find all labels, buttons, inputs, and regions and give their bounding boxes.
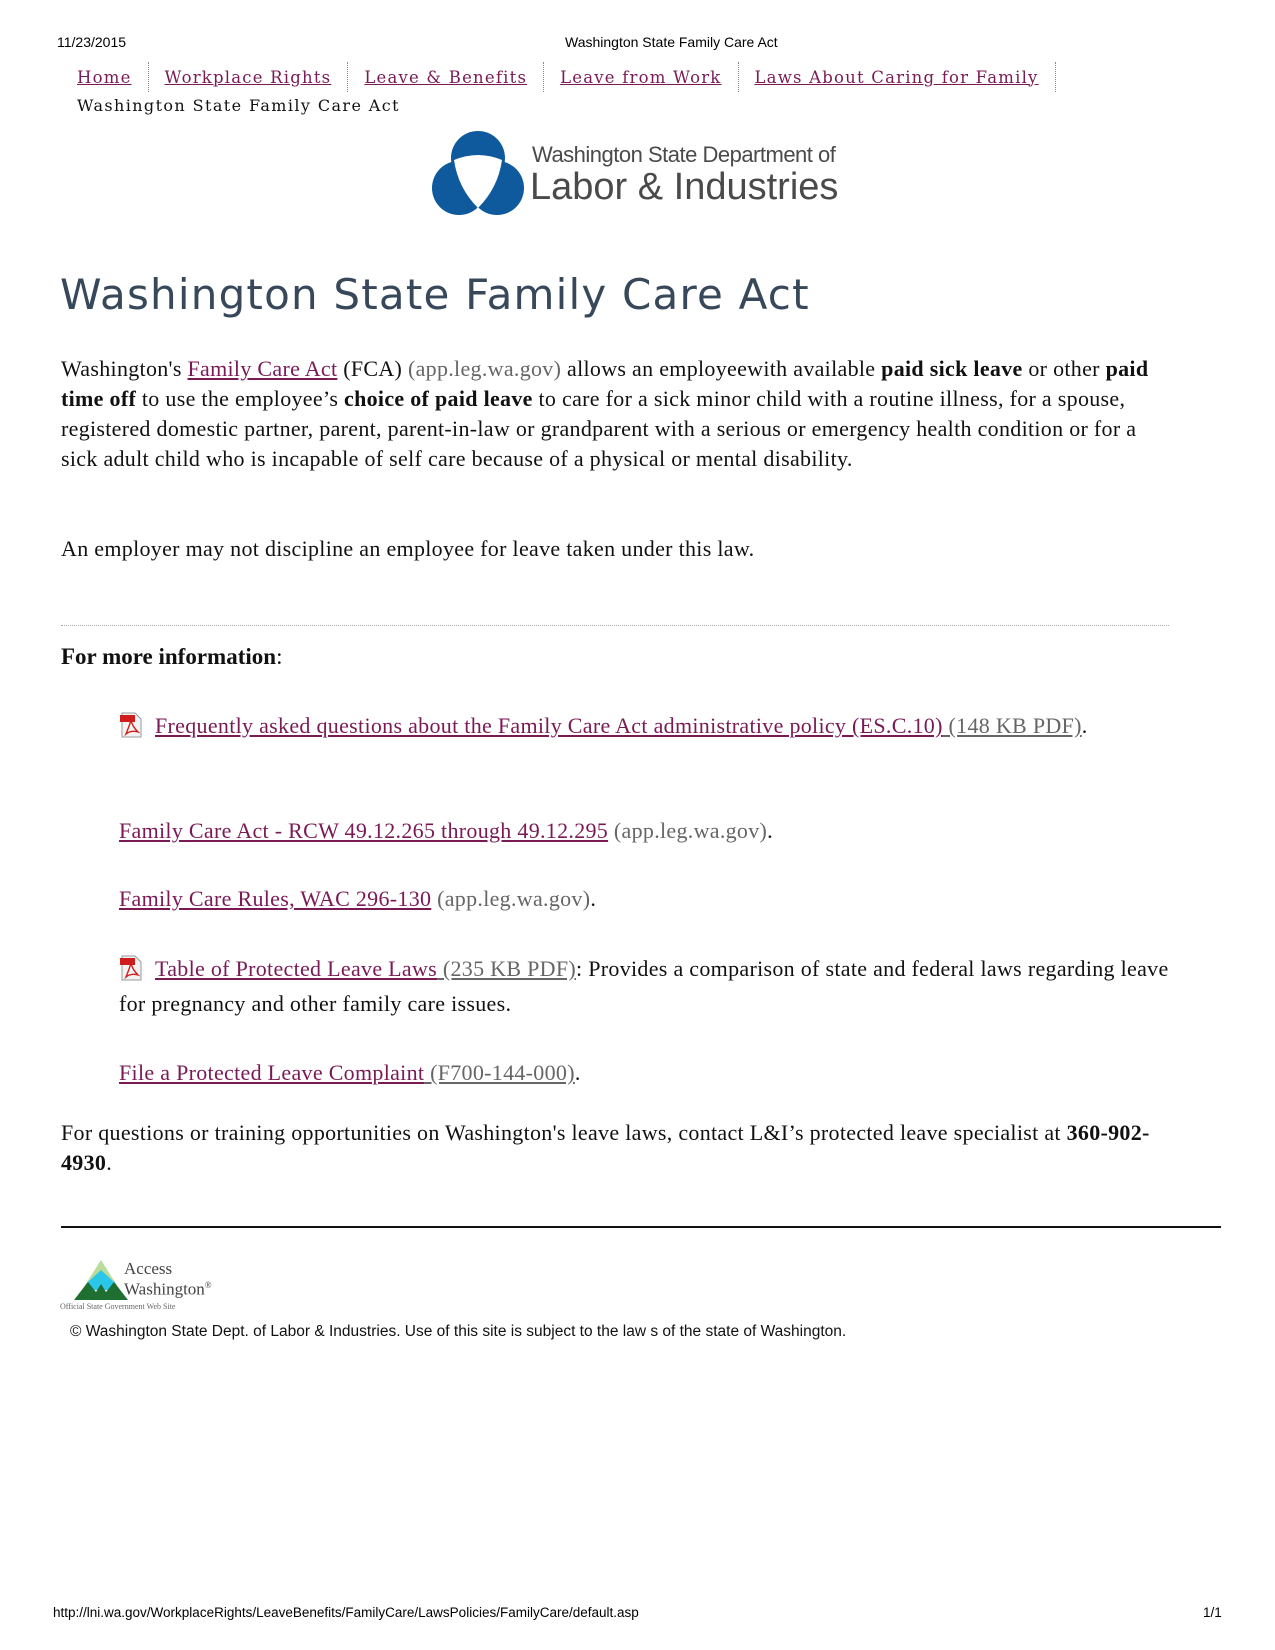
nav-leave-benefits[interactable]: Leave & Benefits bbox=[364, 67, 528, 87]
nav-divider bbox=[1055, 62, 1056, 92]
text: . bbox=[1081, 713, 1088, 738]
registered-mark: ® bbox=[204, 1280, 212, 1290]
text: : bbox=[276, 644, 283, 669]
list-item bbox=[119, 881, 1169, 916]
text: to use the employee’s bbox=[136, 386, 345, 411]
rcw-link[interactable]: Family Care Act - RCW 49.12.265 through 49.12.295 bbox=[119, 818, 609, 843]
text: For questions or training opportunities on Washington's leave laws, contact L&I’s protected leave specialist at bbox=[61, 1120, 1067, 1145]
access-washington-logo[interactable] bbox=[60, 1258, 290, 1318]
faq-pdf-link[interactable]: Frequently asked questions about the Family Care Act administrative policy (ES.C.10) bbox=[155, 713, 943, 738]
nav-divider bbox=[148, 62, 149, 92]
text: allows an employeewith available bbox=[561, 356, 882, 381]
wac-link[interactable]: Family Care Rules, WAC 296-130 bbox=[119, 886, 432, 911]
nav-divider bbox=[543, 62, 544, 92]
text: Washington's bbox=[61, 356, 188, 381]
logo-line1: Washington State Department of bbox=[532, 142, 836, 167]
dotted-divider bbox=[61, 625, 1169, 626]
intro-paragraph bbox=[61, 354, 1171, 474]
source-note: (app.leg.wa.gov) bbox=[608, 818, 768, 843]
bold-text: paid sick leave bbox=[881, 356, 1023, 381]
access-line2 bbox=[124, 1277, 212, 1298]
access-line1: Access bbox=[124, 1259, 173, 1278]
breadcrumb-current: Washington State Family Care Act bbox=[77, 96, 400, 115]
lni-logo[interactable] bbox=[432, 128, 842, 218]
nav-laws-caring-family[interactable]: Laws About Caring for Family bbox=[754, 67, 1039, 87]
phone-number: 360-902-4930 bbox=[61, 1120, 1150, 1175]
heading-text: For more information bbox=[61, 644, 277, 669]
text: . bbox=[574, 1060, 581, 1085]
text: : Provides a comparison of state and federal laws regarding leave for pregnancy and other family care issues. bbox=[119, 956, 1169, 1016]
text: . bbox=[590, 886, 597, 911]
text: . bbox=[106, 1150, 113, 1175]
lni-logo-mark-icon bbox=[432, 128, 524, 220]
contact-paragraph bbox=[61, 1118, 1171, 1178]
list-item bbox=[119, 951, 1169, 1021]
print-date: 11/23/2015 bbox=[57, 34, 127, 50]
access-tagline: Official State Government Web Site bbox=[60, 1302, 176, 1311]
copyright: © Washington State Dept. of Labor & Industries. Use of this site is subject to the law s of the state of Washington. bbox=[70, 1323, 847, 1340]
print-page-number: 1/1 bbox=[1203, 1605, 1222, 1620]
more-info-heading bbox=[61, 644, 282, 670]
bold-text: paid time off bbox=[61, 356, 1149, 411]
text: or other bbox=[1022, 356, 1106, 381]
nav-workplace-rights[interactable]: Workplace Rights bbox=[164, 67, 332, 87]
print-url: http://lni.wa.gov/WorkplaceRights/LeaveBenefits/FamilyCare/LawsPolicies/FamilyCare/default.asp bbox=[53, 1605, 639, 1620]
nav-divider bbox=[347, 62, 348, 92]
top-nav bbox=[77, 62, 1072, 92]
protected-leave-table-link[interactable]: Table of Protected Leave Laws bbox=[155, 956, 438, 981]
nav-leave-from-work[interactable]: Leave from Work bbox=[560, 67, 722, 87]
pdf-icon bbox=[119, 955, 143, 981]
faq-pdf-size[interactable]: (148 KB PDF) bbox=[942, 713, 1082, 738]
nav-divider bbox=[738, 62, 739, 92]
text: to care for a sick minor child with a routine illness, for a spouse, registered domestic partner, parent, parent-in-law or grandparent with a serious or emergency health condition or for a sick adult child who is incapable of self care because of a physical or mental disability. bbox=[61, 386, 1137, 471]
mountain-icon bbox=[70, 1260, 132, 1302]
print-title: Washington State Family Care Act bbox=[565, 34, 778, 50]
page-title: Washington State Family Care Act bbox=[60, 270, 810, 319]
list-item bbox=[119, 1055, 1169, 1090]
protected-leave-table-size[interactable]: (235 KB PDF) bbox=[437, 956, 577, 981]
source-note: (app.leg.wa.gov) bbox=[431, 886, 591, 911]
list-item bbox=[119, 708, 1169, 743]
footer-divider bbox=[61, 1226, 1221, 1228]
text: Washington bbox=[124, 1279, 205, 1299]
discipline-paragraph: An employer may not discipline an employee for leave taken under this law. bbox=[61, 536, 755, 561]
text: (FCA) bbox=[337, 356, 408, 381]
logo-line2: Labor & Industries bbox=[530, 166, 839, 208]
list-item bbox=[119, 813, 1169, 848]
bold-text: choice of paid leave bbox=[344, 386, 533, 411]
text: . bbox=[767, 818, 773, 843]
source-note: (app.leg.wa.gov) bbox=[407, 356, 562, 381]
file-complaint-link[interactable]: File a Protected Leave Complaint bbox=[119, 1060, 425, 1085]
pdf-icon bbox=[119, 712, 143, 738]
nav-home[interactable]: Home bbox=[77, 67, 132, 87]
complaint-form-number[interactable]: (F700-144-000) bbox=[424, 1060, 575, 1085]
family-care-act-link[interactable]: Family Care Act bbox=[187, 356, 338, 381]
